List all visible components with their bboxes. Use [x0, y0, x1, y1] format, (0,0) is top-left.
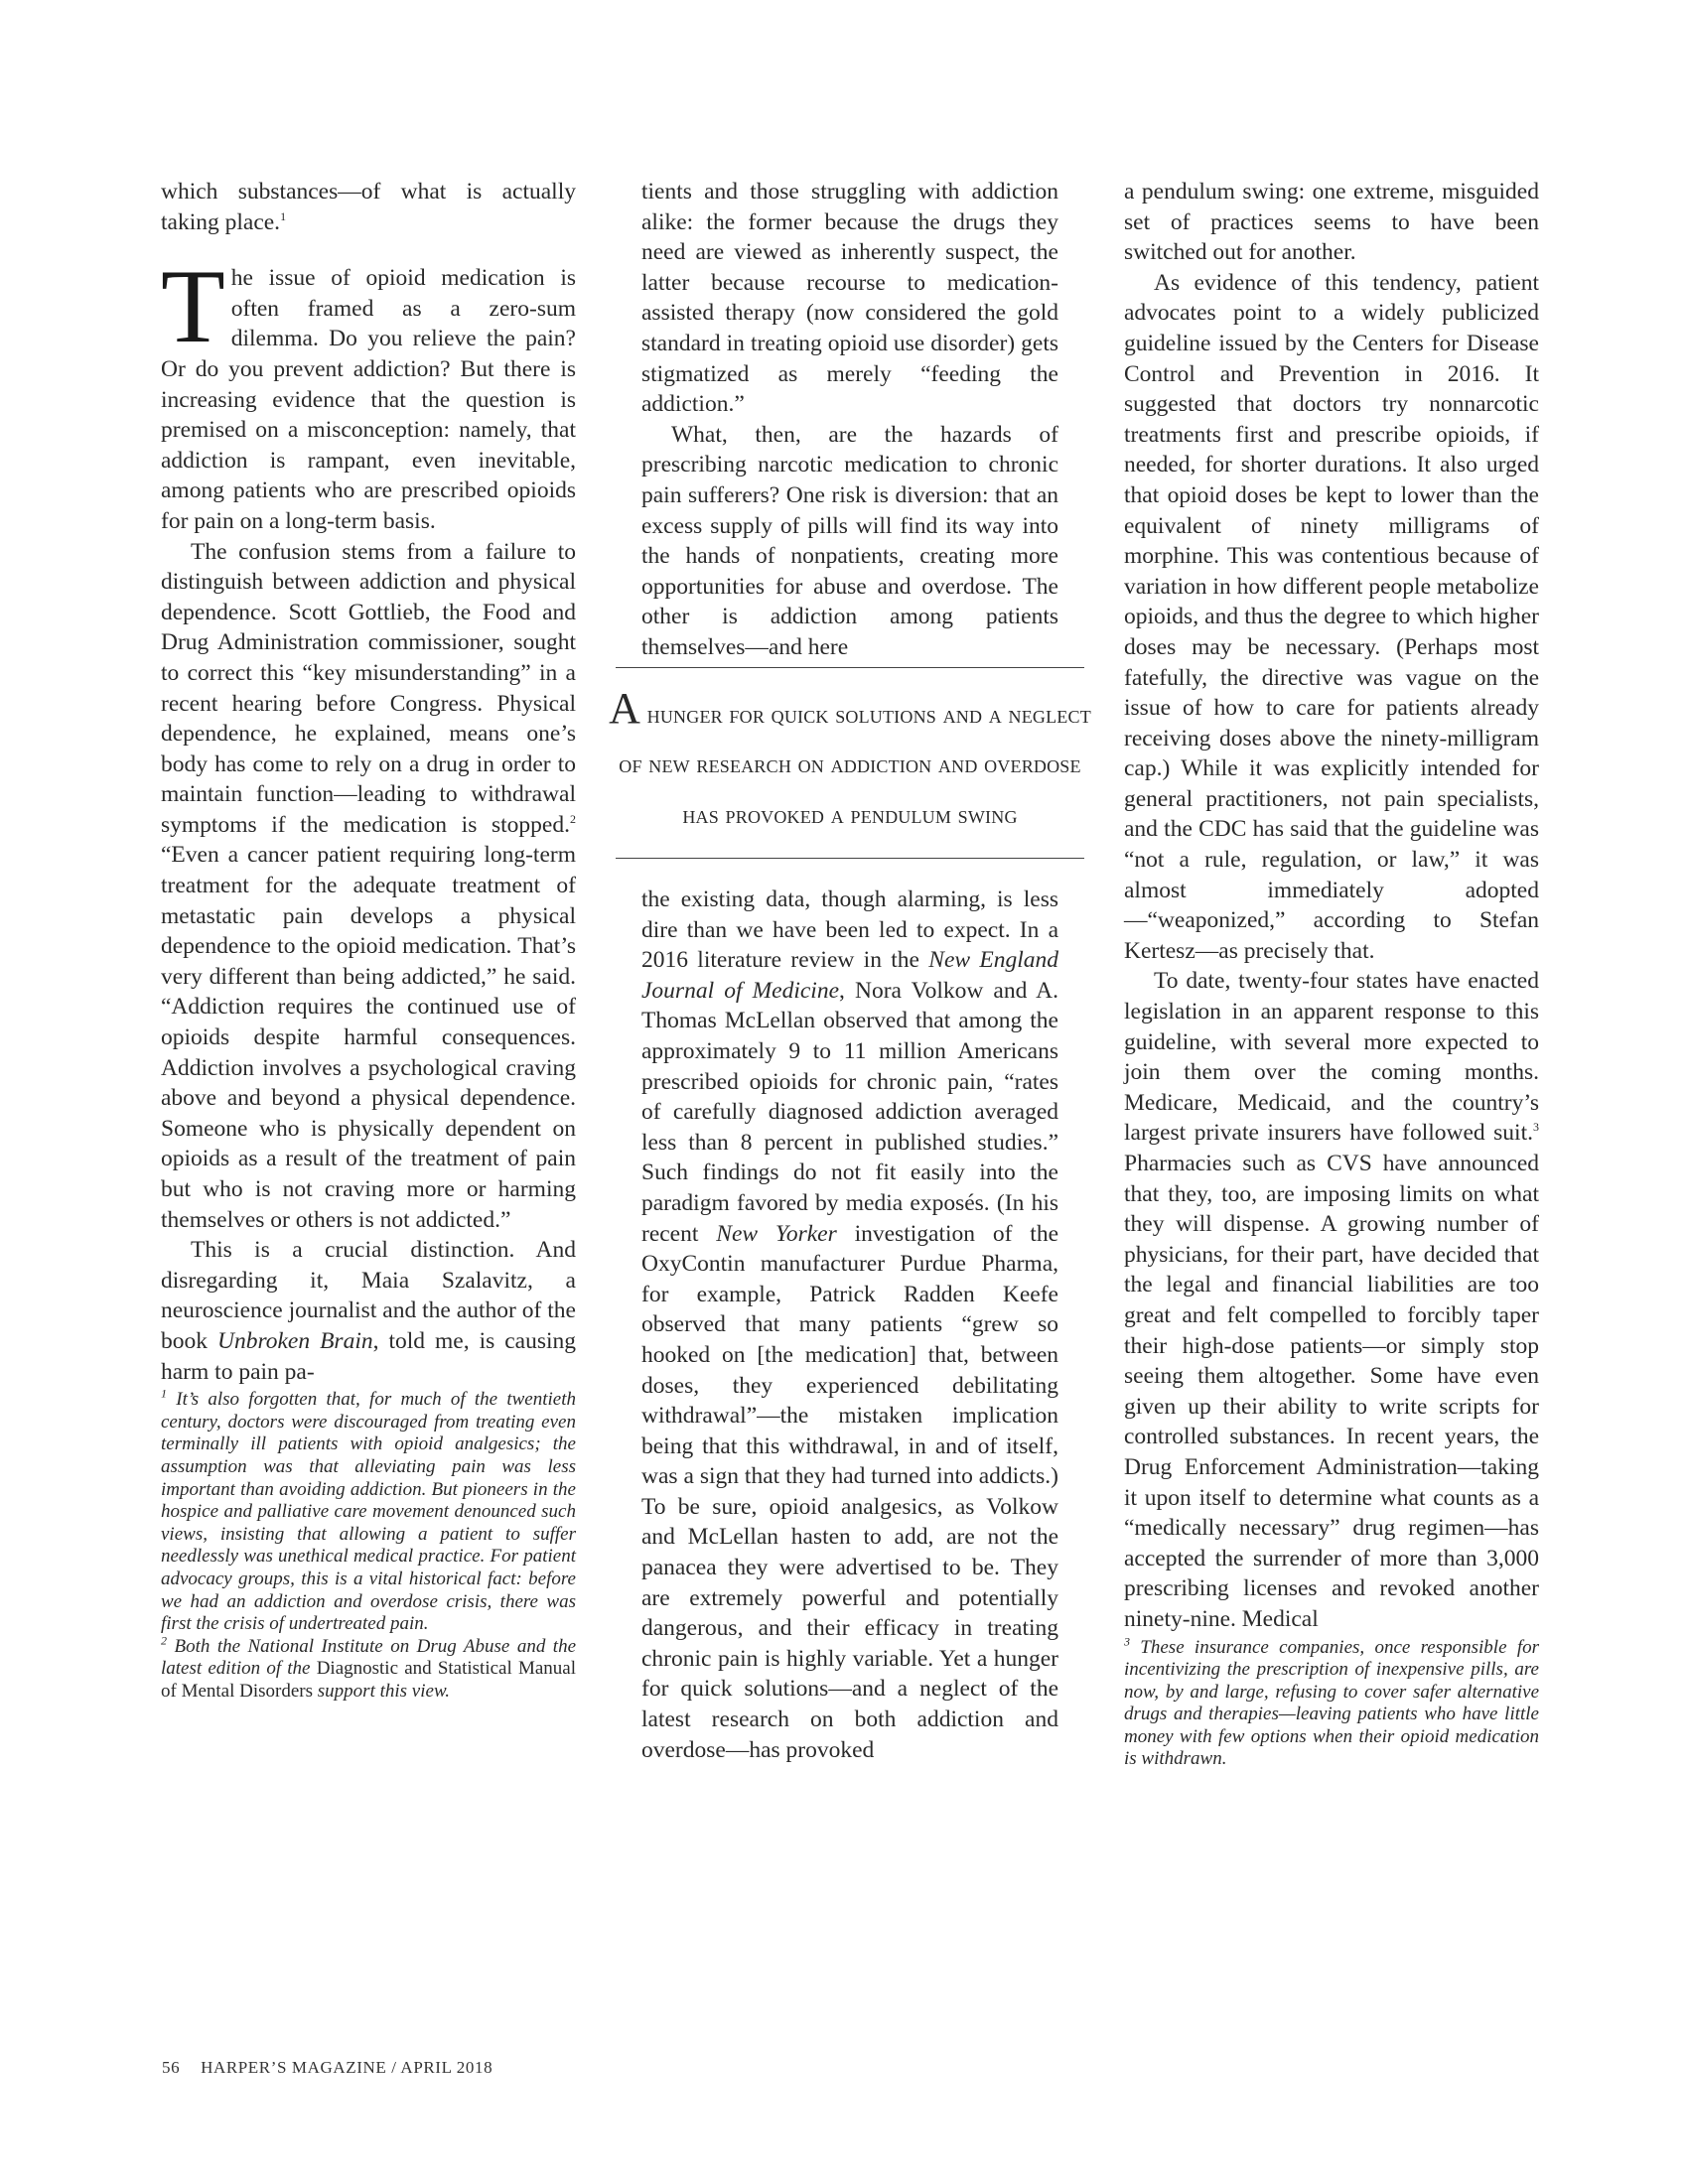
paragraph: As evidence of this tendency, patient advocates point to a widely publicized guideline issued by the Centers for Disease Control and Prevention in 2016. It suggested that doctors try nonnarcotic treatments first and prescribe opioids, if needed, for shorter durations. It also urged that opioid doses be kept to lower than the equivalent of ninety milligrams of morphine. This was contentious because of variation in how different people metabolize opioids, and thus the degree to which higher doses may be necessary. (Perhaps most fatefully, the directive was vague on the issue of how to care for patients already receiving doses above the ninety-milligram cap.) While it was explicitly intended for general practitioners, not pain specialists, and the CDC has said that the guideline was “not a rule, regulation, or law,” it was almost immediately adopted—“weaponized,” according to Stefan Kertesz—as precisely that. — [1124, 269, 1539, 964]
footnote-3: $^3$ These insurance companies, once responsible for incentivizing the prescription of inexpensive pills, are now, by and large, refusing to cover safer alternative drugs and therapies—leaving patients who have little money with few options when their opioid medication is withdrawn. — [1124, 1634, 1539, 1770]
footnotes — [161, 1386, 576, 1703]
journal-title: New England Journal of Medicine — [641, 947, 1059, 1004]
paragraph: This is a crucial distinction. And disregarding it, Maia Szalavitz, a neuroscience journalist and the author of the book Unbroken Brain, told me, is causing harm to pain pa- — [161, 1237, 577, 1385]
column-1 — [161, 177, 576, 1703]
footnote-ref: 1 — [280, 208, 287, 223]
page-number: 56 — [162, 2058, 181, 2077]
book-title: Unbroken Brain — [216, 1327, 373, 1354]
paragraph-continued: a pendulum swing: one extreme, misguided set of practices seems to have been switched out for another. — [1124, 179, 1539, 266]
page-footer — [162, 2058, 508, 2078]
paragraph: To date, twenty-four states have enacted legislation in an apparent response to this guideline, with several more expected to join them over the coming months. Medicare, Medicaid, and the country’s largest private insurers have followed suit.$^3$ Pharmacies such as CVS have announced that they, too, are imposing limits on what they will dispense. A growing number of physicians, for their part, have decided that the legal and financial liabilities are too great and felt compelled to forcibly taper their high-dose patients—or simply stop seeing them altogether. Some have even given up their ability to write scripts for controlled substances. In recent years, the Drug Enforcement Administration—taking it upon itself to determine what counts as a “medically necessary” drug regimen—has accepted the surrender of more than 3,000 prescribing licenses and revoked another ninety-nine. Medical — [1124, 968, 1539, 1632]
column-2 — [609, 177, 1091, 1765]
paragraph-continued: which substances—of what is actually taking place.$^1$ — [161, 179, 576, 235]
pull-quote-text: A hunger for quick solutions and a neglect of new research on addiction and overdose has provoked a pendulum swing — [609, 683, 1091, 829]
paragraph-continued: tients and those struggling with addiction alike: the former because the drugs they need are viewed as inherently suspect, the latter because recourse to medication-assisted therapy (now considered the gold standard in treating opioid use disorder) gets stigmatized as merely “feeding the addiction.” — [641, 179, 1058, 418]
pull-quote-rule-top — [616, 667, 1084, 668]
column-3 — [1124, 177, 1539, 1771]
footnote-1: $^1$ It’s also forgotten that, for much of the twentieth century, doctors were discouraged from treating even terminally ill patients with opioid analgesics; the assumption was that alleviating pain was less important than avoiding addiction. But pioneers in the hospice and palliative care movement denounced such views, insisting that allowing a patient to suffer needlessly was unethical medical practice. For patient advocacy groups, this is a vital historical fact: before we had an addiction and overdose crisis, there was first the crisis of undertreated pain. — [161, 1386, 576, 1635]
paragraph: The confusion stems from a failure to distinguish between addiction and physical dependence. Scott Gottlieb, the Food and Drug Administration commissioner, sought to correct this “key misunderstanding” in a recent hearing before Congress. Physical dependence, he explained, means one’s body has come to rely on a drug in order to maintain function—leading to withdrawal symptoms if the medication is stopped.$^2$ “Even a cancer patient requiring long-term treatment for the adequate treatment of metastatic pain develops a physical dependence to the opioid medication. That’s very different than being addicted,” he said. “Addiction requires the continued use of opioids despite harmful consequences. Addiction involves a psychological craving above and beyond a physical dependence. Someone who is physically dependent on opioids as a result of the treatment of pain but who is not craving more or harming themselves or others is not addicted.” — [161, 538, 576, 1233]
footnote-2: $^2$ Both the National Institute on Drug Abuse and the latest edition of the Diagnostic and Statistical Manual of Mental Disorders support this view. — [161, 1633, 576, 1702]
pull-quote — [602, 667, 1098, 860]
footnote-ref: 3 — [1533, 1120, 1539, 1135]
footnotes — [1124, 1634, 1539, 1772]
magazine-title: New Yorker — [716, 1220, 837, 1247]
pull-quote-rule-bottom — [616, 858, 1084, 859]
paragraph: the existing data, though alarming, is less dire than we have been led to expect. In a 2016 literature review in the New England Journal of Medicine, Nora Volkow and A. Thomas McLellan observed that among the approximately 9 to 11 million Americans prescribed opioids for chronic pain, “rates of carefully diagnosed addiction averaged less than 8 percent in published studies.” Such findings do not fit easily into the paradigm favored by media exposés. (In his recent New Yorker investigation of the OxyContin manufacturer Purdue Pharma, for example, Patrick Radden Keefe observed that many patients “grew so hooked on [the medication] that, between doses, they experienced debilitating withdrawal”—the mistaken implication being that this withdrawal, in and of itself, was a sign that they had turned into addicts.) To be sure, opioid analgesics, as Volkow and McLellan hasten to add, are not the panacea they were advertised to be. They are extremely powerful and potentially dangerous, and their efficacy in treating chronic pain is highly variable. Yet a hunger for quick solutions—and a neglect of the latest research on both addiction and overdose—has provoked — [641, 887, 1059, 1763]
footnote-ref: 2 — [570, 812, 576, 827]
paragraph: What, then, are the hazards of prescribing narcotic medication to chronic pain sufferers? One risk is diversion: that an excess supply of pills will find its way into the hands of nonpatients, creating more opportunities for abuse and overdose. The other is addiction among patients themselves—and here — [641, 421, 1058, 660]
paragraph-drop-cap: The issue of opioid medication is often framed as a zero-sum dilemma. Do you relieve the pain? Or do you prevent addiction? But there is increasing evidence that the question is premised on a misconception: namely, that addiction is rampant, even inevitable, among patients who are prescribed opioids for pain on a long-term basis. — [161, 248, 576, 534]
publication-line: HARPER’S MAGAZINE / APRIL 2018 — [201, 2058, 493, 2077]
drop-cap: T — [161, 248, 225, 365]
